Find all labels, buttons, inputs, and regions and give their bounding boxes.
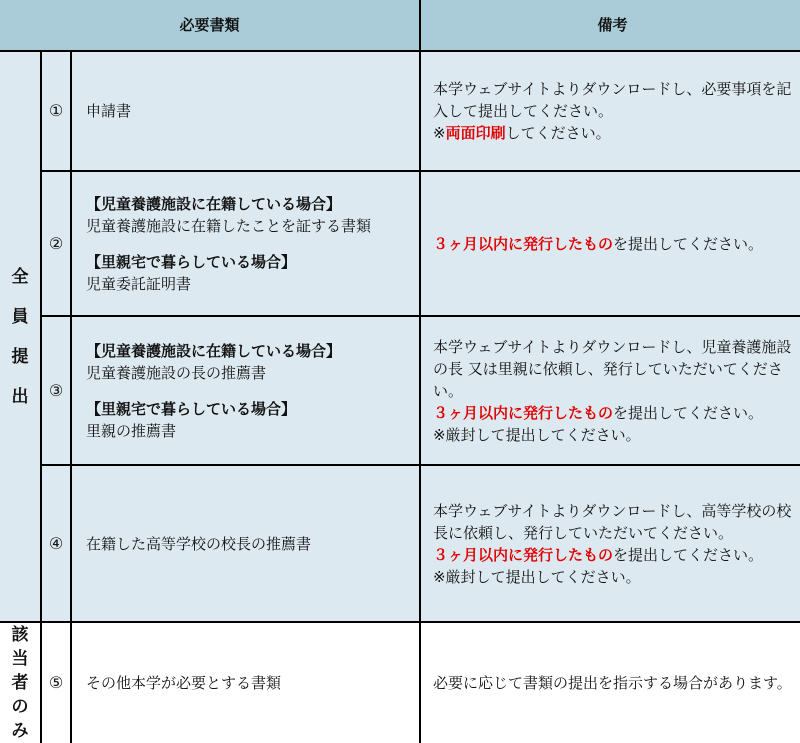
note-mark: ※	[433, 124, 446, 142]
row-number: ④	[42, 466, 70, 621]
note-text: 本学ウェブサイトよりダウンロードし、必要事項を記入して提出してください。	[433, 80, 792, 120]
doc-cell	[72, 317, 419, 464]
doc-name: 児童委託証明書	[86, 274, 192, 293]
row-number: ①	[42, 52, 70, 170]
doc-name: 里親の推薦書	[86, 421, 177, 440]
note-text: 本学ウェブサイトよりダウンロードし、高等学校の校長に依頼し、発行していただいてください。	[433, 501, 792, 542]
note-text: を提出してください。	[613, 545, 764, 564]
note-emphasis: ３ヶ月以内に発行したもの	[433, 545, 614, 564]
row-number: ②	[42, 172, 70, 315]
group-label-char: 該	[11, 625, 29, 645]
group-all-label	[0, 52, 40, 621]
doc-name: 在籍した高等学校の校長の推薦書	[86, 534, 312, 553]
note-line	[433, 402, 792, 424]
note-cell	[421, 52, 800, 170]
note-cell	[421, 466, 800, 621]
note-emphasis: 両面印刷	[445, 124, 506, 142]
note-text: を提出してください。	[613, 403, 764, 422]
row-number: ⑤	[42, 623, 70, 743]
note-text: ※厳封して提出してください。	[433, 425, 641, 444]
group-label-char: 当	[11, 649, 29, 669]
note-cell	[421, 623, 800, 743]
case-heading: 【里親宅で暮らしている場合】	[86, 252, 297, 271]
group-label-char: み	[11, 721, 29, 741]
group-all-text	[12, 257, 29, 417]
group-label-char: 者	[11, 673, 29, 693]
group-label-char: 出	[11, 386, 29, 407]
group-label-char: 員	[11, 306, 29, 327]
note-text: 必要に応じて書類の提出を指示する場合があります。	[433, 674, 792, 692]
note-text: を提出してください。	[613, 234, 764, 253]
doc-cell	[72, 466, 419, 621]
note-line	[433, 122, 792, 144]
note-emphasis: ３ヶ月以内に発行したもの	[433, 403, 614, 422]
row-number: ③	[42, 317, 70, 464]
doc-cell	[72, 52, 419, 170]
case-heading: 【里親宅で暮らしている場合】	[86, 399, 297, 418]
doc-name: 児童養護施設に在籍したことを証する書類	[86, 216, 372, 235]
doc-name: 児童養護施設の長の推薦書	[86, 363, 267, 382]
case-heading: 【児童養護施設に在籍している場合】	[86, 194, 342, 213]
group-label-char: の	[11, 697, 29, 717]
group-some-label	[0, 623, 40, 743]
doc-name: その他本学が必要とする書類	[86, 674, 282, 692]
note-cell	[421, 172, 800, 315]
case-heading: 【児童養護施設に在籍している場合】	[86, 341, 342, 360]
group-label-char: 提	[11, 346, 29, 367]
group-some-text	[12, 623, 29, 743]
note-emphasis: ３ヶ月以内に発行したもの	[433, 234, 614, 253]
note-text: 本学ウェブサイトよりダウンロードし、児童養護施設の長 又は里親に依頼し、発行していただいてください。	[433, 337, 792, 400]
header-notes: 備考	[421, 0, 800, 50]
header-docs: 必要書類	[0, 0, 419, 50]
note-text: してください。	[505, 124, 611, 142]
note-line	[433, 544, 792, 566]
doc-name: 申請書	[86, 102, 132, 120]
doc-cell	[72, 623, 419, 743]
group-label-char: 全	[11, 266, 29, 287]
note-cell	[421, 317, 800, 464]
doc-cell	[72, 172, 419, 315]
note-text: ※厳封して提出してください。	[433, 567, 641, 586]
note-line	[433, 233, 792, 255]
